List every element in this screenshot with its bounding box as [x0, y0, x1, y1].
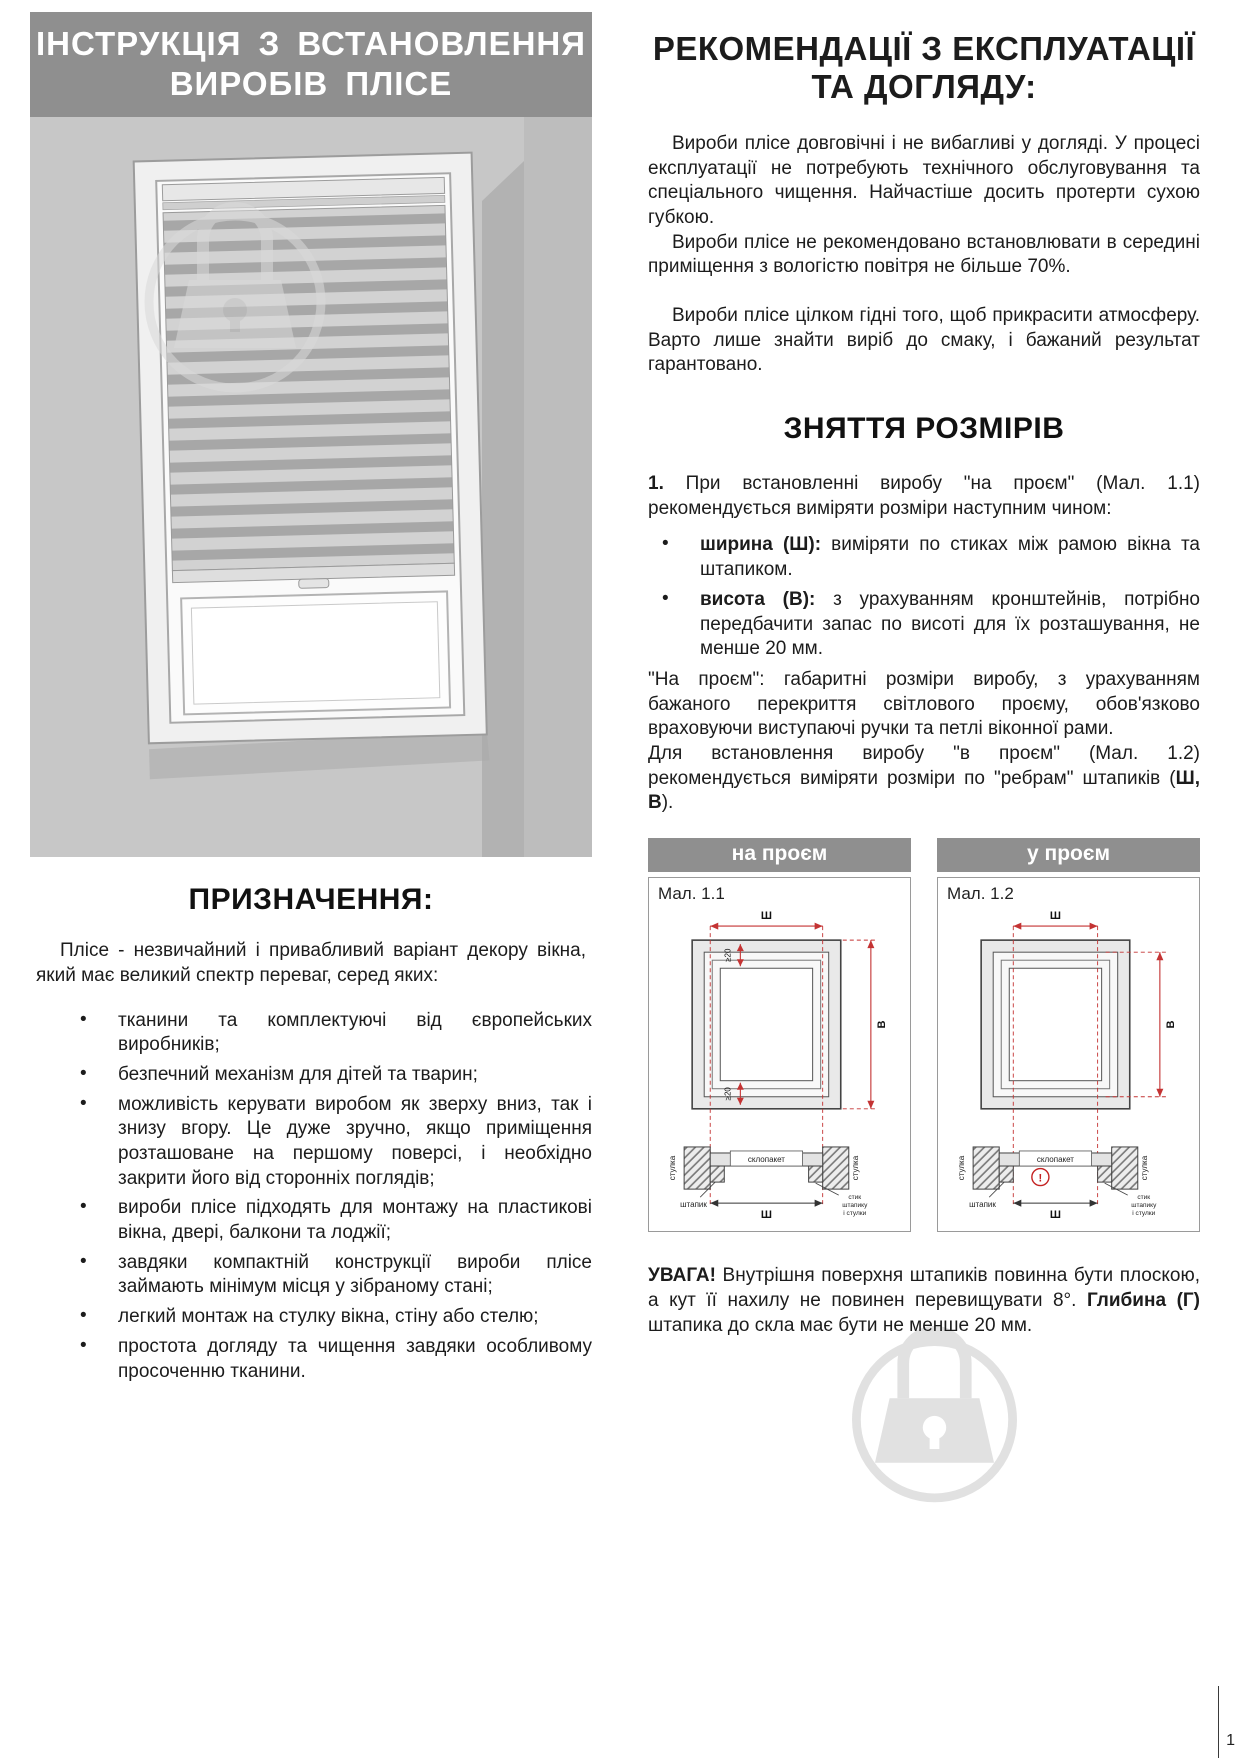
attention-text-1: Внутрішня поверхня штапиків повинна бути плоскою, а кут її нахилу не повинен перевищувати 8°. — [648, 1265, 1200, 1311]
care-heading — [648, 30, 1200, 106]
care-paragraph-3: Вироби плісе цілком гідні того, щоб прикрасити атмосферу. Варто лише знайти виріб до смаку, і бажаний результат гарантовано. — [648, 305, 1200, 376]
diagram-caption: Мал. 1.2 — [947, 884, 1014, 903]
list-item — [648, 588, 1200, 662]
diagram-box — [937, 877, 1200, 1232]
glass-unit-label: склопакет — [1036, 1155, 1074, 1165]
v-proem-text-1: Для встановлення виробу "в проєм" (Мал. 1.2) рекомендується виміряти розміри по "ребрам" штапиків ( — [648, 742, 1200, 789]
header-line2: ВИРОБІВ ПЛІСЕ — [169, 64, 453, 102]
care-heading-line2: ТА ДОГЛЯДУ: — [811, 67, 1037, 105]
list-item: • вироби плісе підходять для монтажу на пластикові вікна, двері, балкони та лоджії; — [30, 1196, 592, 1245]
window-front-view — [981, 940, 1130, 1109]
care-paragraph-1: Вироби плісе довговічні і не вибагливі у догляді. У процесі експлуатації не потребують технічного обслуговування та спеціального чищення. Найчастіше досить протерти сухою губкою. — [648, 132, 1200, 228]
height-label: В — [875, 1020, 888, 1029]
joint-label-3: і стулки — [843, 1210, 867, 1218]
diagram-header: у проєм — [937, 838, 1200, 872]
blind-handle — [299, 579, 329, 589]
bottom-width-dimension — [710, 1200, 822, 1222]
joint-label-2: штапику — [1131, 1202, 1157, 1210]
care-paragraph-2: Вироби плісе не рекомендовано встановлювати в середині приміщення з вологістю повітря не більше 70%. — [648, 231, 1200, 278]
window-illustration — [30, 117, 592, 857]
wall-side — [524, 117, 592, 857]
v-proem-bold: Ш, В — [648, 767, 1200, 814]
left-column — [30, 12, 592, 1389]
joint-label-1: стик — [848, 1194, 862, 1202]
bead-label: штапик — [969, 1200, 996, 1210]
width-label: Ш — [1049, 910, 1061, 923]
attention-bold: Глибина (Г) — [1086, 1289, 1200, 1311]
min20-top-label: ≥20 — [723, 948, 733, 962]
list-item — [648, 533, 1200, 582]
width-term-text: виміряти по стиках між рамою вікна та штапиком. — [700, 534, 1201, 581]
list-item: • безпечний механізм для дітей та тварин; — [30, 1063, 592, 1088]
attention-note — [648, 1264, 1200, 1338]
joint-label-1: стик — [1137, 1194, 1151, 1202]
height-term-text: з урахуванням кронштейнів, потрібно передбачити запас по висоті для їх розташування, не менше 20 мм. — [700, 588, 1201, 660]
sash-right-label: стулка — [850, 1155, 860, 1181]
width-label: Ш — [760, 910, 772, 923]
window-front-view — [692, 940, 841, 1109]
sash-left-label: стулка — [957, 1155, 967, 1181]
v-proem-text-2: ). — [661, 792, 674, 814]
diagram-header: на проєм — [648, 838, 911, 872]
width-term-label: ширина (Ш): — [700, 534, 822, 556]
window-measure-diagram-1 — [654, 906, 905, 1225]
attention-label: УВАГА! — [648, 1265, 716, 1287]
purpose-intro: Плісе - незвичайний і привабливий варіант декору вікна, який має великий спектр переваг, серед яких: — [36, 940, 586, 986]
bead-label: штапик — [680, 1200, 707, 1210]
diagram-panel-na-proem — [648, 838, 911, 1232]
height-label: В — [1164, 1020, 1177, 1029]
list-item: • тканини та комплектуючі від європейських виробників; — [30, 1009, 592, 1058]
diagram-panel-u-proem — [937, 838, 1200, 1232]
page-number: 1 — [1226, 1732, 1235, 1749]
joint-label-2: штапику — [842, 1202, 868, 1210]
window-glass — [181, 592, 450, 715]
diagram-caption: Мал. 1.1 — [658, 884, 725, 903]
frame-cross-section — [668, 1147, 868, 1217]
header-line1: ІНСТРУКЦІЯ З ВСТАНОВЛЕННЯ — [36, 25, 586, 62]
joint-label-3: і стулки — [1132, 1210, 1156, 1218]
measuring-bullet-list — [648, 533, 1200, 661]
step-text: При встановленні виробу "на проєм" (Мал. 1.1) рекомендується виміряти розміри наступним чином: — [648, 473, 1200, 519]
left-header-banner — [30, 12, 592, 117]
width-bottom-label: Ш — [760, 1209, 772, 1222]
measuring-step-1 — [648, 472, 1200, 521]
window-measure-diagram-2 — [943, 906, 1194, 1225]
purpose-bullet-list — [30, 1009, 592, 1385]
diagram-box — [648, 877, 911, 1232]
height-term-label: висота (В): — [700, 588, 816, 610]
page-footer — [1218, 1686, 1235, 1758]
list-item: • простота догляду та чищення завдяки особливому просоченню тканини. — [30, 1335, 592, 1384]
diagrams-row — [648, 838, 1200, 1232]
paragraph-na-proem: "На проєм": габаритні розміри виробу, з урахуванням бажаного перекриття світлового проєму, обов'язково враховуючи виступаючі ручки та петлі віконної рами. — [648, 668, 1200, 740]
purpose-heading: ПРИЗНАЧЕННЯ: — [188, 883, 434, 917]
care-heading-line1: РЕКОМЕНДАЦІЇ З ЕКСПЛУАТАЦІЇ — [652, 30, 1196, 67]
bottom-width-dimension — [1013, 1200, 1097, 1222]
list-item: • можливість керувати виробом як зверху вниз, так і знизу вгору. Це дуже зручно, якщо приміщення розташоване на першому поверсі, і необхідно закрити його від сторонніх поглядів; — [30, 1093, 592, 1192]
frame-cross-section — [957, 1147, 1157, 1217]
list-item: • завдяки компактній конструкції вироби плісе займають мінімум місця у зібраному стані; — [30, 1251, 592, 1300]
measuring-heading: ЗНЯТТЯ РОЗМІРІВ — [783, 412, 1065, 446]
sash-right-label: стулка — [1139, 1155, 1149, 1181]
warning-mark: ! — [1038, 1172, 1043, 1185]
glass-unit-label: склопакет — [747, 1155, 785, 1165]
step-number: 1. — [648, 473, 664, 495]
width-bottom-label: Ш — [1049, 1209, 1061, 1222]
sash-left-label: стулка — [668, 1155, 678, 1181]
height-dimension — [843, 940, 888, 1109]
footer-divider — [1218, 1686, 1220, 1758]
attention-text-2: штапика до скла має бути не менше 20 мм. — [648, 1314, 1033, 1336]
right-column — [648, 30, 1200, 1338]
window-frame — [134, 153, 490, 780]
window-illustration-svg — [30, 117, 592, 857]
min20-bottom-label: ≥20 — [723, 1087, 733, 1101]
list-item: • легкий монтаж на стулку вікна, стіну або стелю; — [30, 1305, 592, 1330]
paragraph-v-proem — [648, 742, 1200, 816]
